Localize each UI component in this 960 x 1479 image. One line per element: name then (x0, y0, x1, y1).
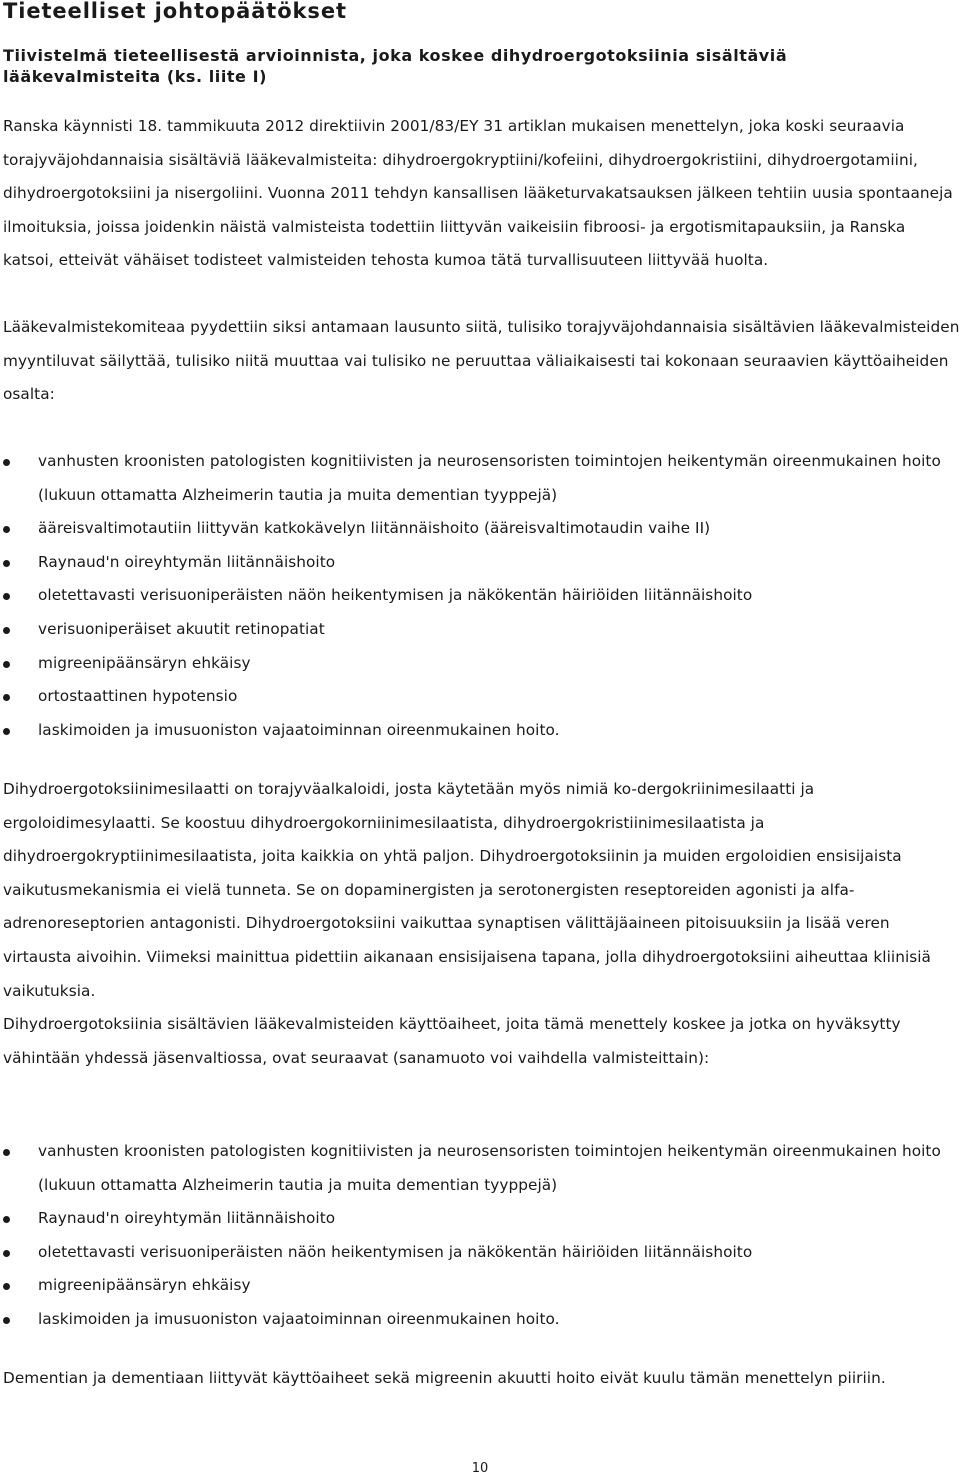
list-item-text: verisuoniperäiset akuutit retinopatiat (38, 619, 325, 638)
bullet-icon (3, 526, 10, 533)
bullet-icon (3, 694, 10, 701)
list-item-text: vanhusten kroonisten patologisten kognitiivisten ja neurosensoristen toimintojen heikentymän oireenmukainen hoito (lukuun ottamatta Alzheimerin tautia ja muita dementian tyyppejä) (38, 1142, 941, 1194)
bullet-icon (3, 459, 10, 466)
list-item-text: oletettavasti verisuoniperäisten näön heikentymisen ja näkökentän häiriöiden liitännäishoito (38, 586, 753, 605)
list-item (0, 1135, 960, 1202)
list-item (0, 546, 960, 580)
list-item (0, 445, 960, 512)
list-item-text: vanhusten kroonisten patologisten kognitiivisten ja neurosensoristen toimintojen heikentymän oireenmukainen hoito (lukuun ottamatta Alzheimerin tautia ja muita dementian tyyppejä) (38, 452, 941, 504)
list-item (0, 1202, 960, 1236)
indication-list-evaluated (0, 445, 960, 747)
list-item (0, 647, 960, 681)
paragraph-procedure: Ranska käynnisti 18. tammikuuta 2012 direktiivin 2001/83/EY 31 artiklan mukaisen menettelyn, joka koski seuraavia torajyväjohdannaisia sisältäviä lääkevalmisteita: dihydroergokryptiini/kofeiini, dihydroergokristiini, dihydroergotamiini, dihydroergotoksiini ja nisergoliini. Vuonna 2011 tehdyn kansallisen lääketurvakatsauksen jälkeen tehtiin uusia spontaaneja ilmoituksia, joissa joidenkin näistä valmisteista todettiin liittyvän vaikeisiin fibroosi- ja ergotismitapauksiin, ja Ranska katsoi, etteivät vähäiset todisteet valmisteiden tehosta kumoa tätä turvallisuuteen liittyvää huolta. (3, 117, 953, 270)
list-item-text: oletettavasti verisuoniperäisten näön heikentymisen ja näkökentän häiriöiden liitännäishoito (38, 1242, 753, 1261)
list-item-text: laskimoiden ja imusuoniston vajaatoiminnan oireenmukainen hoito. (38, 1309, 560, 1328)
paragraph-committee-request: Lääkevalmistekomiteaa pyydettiin siksi antamaan lausunto siitä, tulisiko torajyväjohdannaisia sisältävien lääkevalmisteiden myyntiluvat säilyttää, tulisiko niitä muuttaa vai tulisiko ne peruuttaa väliaikaisesti tai kokonaan seuraavien käyttöaiheiden osalta: (3, 318, 960, 404)
list-item (0, 579, 960, 613)
bullet-icon (3, 627, 10, 634)
bullet-icon (3, 728, 10, 735)
summary-subheading: Tiivistelmä tieteellisestä arvioinnista, joka koskee dihydroergotoksiinia sisältäviä lääkevalmisteita (ks. liite I) (3, 46, 788, 86)
list-item-text: migreenipäänsäryn ehkäisy (38, 653, 251, 672)
list-item (0, 714, 960, 748)
list-item (0, 512, 960, 546)
page-number: 10 (471, 1461, 489, 1476)
bullet-icon (3, 1283, 10, 1290)
list-item-text: ortostaattinen hypotensio (38, 687, 238, 706)
section-heading: Tieteelliset johtopäätökset (3, 0, 347, 23)
bullet-icon (3, 560, 10, 567)
list-item-text: Raynaud'n oireyhtymän liitännäishoito (38, 552, 336, 571)
list-item-text: laskimoiden ja imusuoniston vajaatoiminnan oireenmukainen hoito. (38, 720, 560, 739)
list-item (0, 613, 960, 647)
list-item-text: ääreisvaltimotautiin liittyvän katkokävelyn liitännäishoito (ääreisvaltimotaudin vaihe II) (38, 519, 711, 538)
bullet-icon (3, 1250, 10, 1257)
bullet-icon (3, 1149, 10, 1156)
paragraph-scope-exclusion: Dementian ja dementiaan liittyvät käyttöaiheet sekä migreenin akuutti hoito eivät kuulu tämän menettelyn piiriin. (3, 1369, 886, 1387)
paragraph-substance-description: Dihydroergotoksiinimesilaatti on torajyväalkaloidi, josta käytetään myös nimiä ko-dergokriinimesilaatti ja ergoloidimesylaatti. Se koostuu dihydroergokorniinimesilaatista, dihydroergokristiinimesilaatista ja dihydroergokryptiinimesilaatista, joita kaikkia on yhtä paljon. Dihydroergotoksiinin ja muiden ergoloidien ensisijaista vaikutusmekanismia ei vielä tunneta. Se on dopaminergisten ja serotonergisten reseptoreiden agonisti ja alfa-adrenoreseptorien antagonisti. Dihydroergotoksiini vaikuttaa synaptisen välittäjäaineen pitoisuuksiin ja lisää veren virtausta aivoihin. Viimeksi mainittua pidettiin aikanaan ensisijaisena tapana, jolla dihydroergotoksiini aiheuttaa kliinisiä vaikutuksia. (3, 780, 931, 1000)
list-item-text: migreenipäänsäryn ehkäisy (38, 1276, 251, 1295)
list-item (0, 680, 960, 714)
list-item-text: Raynaud'n oireyhtymän liitännäishoito (38, 1209, 336, 1228)
bullet-icon (3, 661, 10, 668)
bullet-icon (3, 593, 10, 600)
list-item (0, 1236, 960, 1270)
list-item (0, 1303, 960, 1337)
indication-list-approved (0, 1135, 960, 1337)
bullet-icon (3, 1317, 10, 1324)
bullet-icon (3, 1216, 10, 1223)
list-item (0, 1269, 960, 1303)
paragraph-approved-indications: Dihydroergotoksiinia sisältävien lääkevalmisteiden käyttöaiheet, joita tämä menettely koskee ja jotka on hyväksytty vähintään yhdessä jäsenvaltiossa, ovat seuraavat (sanamuoto voi vaihdella valmisteittain): (3, 1015, 901, 1067)
